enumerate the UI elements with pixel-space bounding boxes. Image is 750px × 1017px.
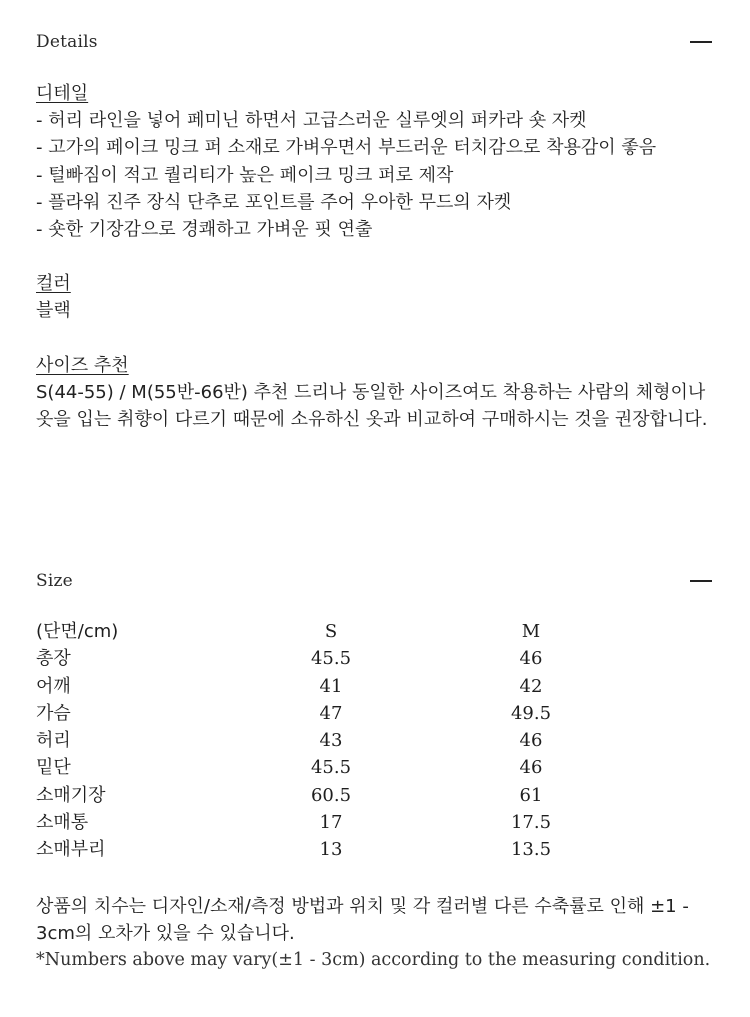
detail-line: - 허리 라인을 넣어 페미닌 하면서 고급스러운 실루엣의 퍼카라 숏 자켓 — [36, 110, 587, 132]
table-cell: 60.5 — [310, 784, 352, 806]
table-cell: 41 — [319, 675, 343, 697]
table-cell: 밑단 — [36, 757, 71, 779]
table-cell: 소매기장 — [36, 784, 106, 806]
size-recommend-heading: 사이즈 추천 — [36, 354, 129, 376]
size-recommend-text: S(44-55) / M(55반-66반) 추천 드리나 동일한 사이즈여도 착용하는 사람의 체형이나 옷을 입는 취향이 다르기 때문에 소유하신 옷과 비교하여 구매하시는 것을 권장합니다. — [36, 381, 708, 431]
table-cell: 49.5 — [510, 702, 552, 724]
table-row — [36, 782, 656, 809]
column-header: M — [521, 621, 541, 642]
column-header: (단면/cm) — [36, 621, 119, 642]
size-note-korean: 상품의 치수는 디자인/소재/측정 방법과 위치 및 각 컬러별 다른 수축률로 인해 ±1 - 3cm의 오차가 있을 수 있습니다. — [36, 896, 689, 945]
table-cell: 어깨 — [36, 675, 71, 697]
table-row — [36, 727, 656, 754]
detail-line: - 숏한 기장감으로 경쾌하고 가벼운 핏 연출 — [36, 219, 373, 241]
table-cell: 45.5 — [310, 757, 352, 779]
size-accordion-header[interactable] — [36, 565, 714, 597]
table-cell: 17 — [319, 812, 343, 834]
table-cell: 47 — [319, 702, 343, 724]
size-table — [36, 618, 656, 864]
table-row — [36, 673, 656, 700]
table-cell: 13.5 — [510, 839, 552, 861]
detail-line: - 고가의 페이크 밍크 퍼 소재로 가벼우면서 부드러운 터치감으로 착용감이 좋음 — [36, 137, 657, 159]
details-title: Details — [36, 32, 98, 52]
table-row — [36, 836, 656, 863]
table-cell: 소매부리 — [36, 839, 106, 861]
size-note-english: *Numbers above may vary(±1 - 3cm) according to the measuring condition. — [36, 950, 711, 971]
minus-icon[interactable] — [690, 41, 712, 43]
table-cell: 가슴 — [36, 702, 71, 724]
size-note — [36, 893, 726, 975]
table-cell: 46 — [519, 730, 543, 752]
minus-icon[interactable] — [690, 580, 712, 582]
table-cell: 46 — [519, 757, 543, 779]
table-row — [36, 645, 656, 672]
table-cell: 61 — [519, 784, 543, 806]
table-row — [36, 754, 656, 781]
table-cell: 총장 — [36, 648, 71, 670]
table-cell: 46 — [519, 648, 543, 670]
details-content — [36, 80, 726, 433]
table-row — [36, 809, 656, 836]
color-value: 블랙 — [36, 300, 71, 322]
table-cell: 42 — [519, 675, 543, 697]
detail-line: - 플라워 진주 장식 단추로 포인트를 주어 우아한 무드의 자켓 — [36, 191, 512, 213]
size-title: Size — [36, 571, 73, 591]
detail-heading: 디테일 — [36, 83, 89, 104]
table-cell: 45.5 — [310, 648, 352, 670]
details-accordion-header[interactable] — [36, 26, 714, 58]
table-cell: 소매통 — [36, 812, 89, 834]
table-cell: 17.5 — [510, 812, 552, 834]
table-cell: 43 — [319, 730, 343, 752]
table-header-row — [36, 618, 656, 645]
detail-line: - 털빠짐이 적고 퀄리티가 높은 페이크 밍크 퍼로 제작 — [36, 164, 454, 186]
table-row — [36, 700, 656, 727]
table-cell: 허리 — [36, 730, 71, 752]
table-cell: 13 — [319, 839, 343, 861]
column-header: S — [324, 621, 338, 642]
color-heading: 컬러 — [36, 273, 71, 295]
